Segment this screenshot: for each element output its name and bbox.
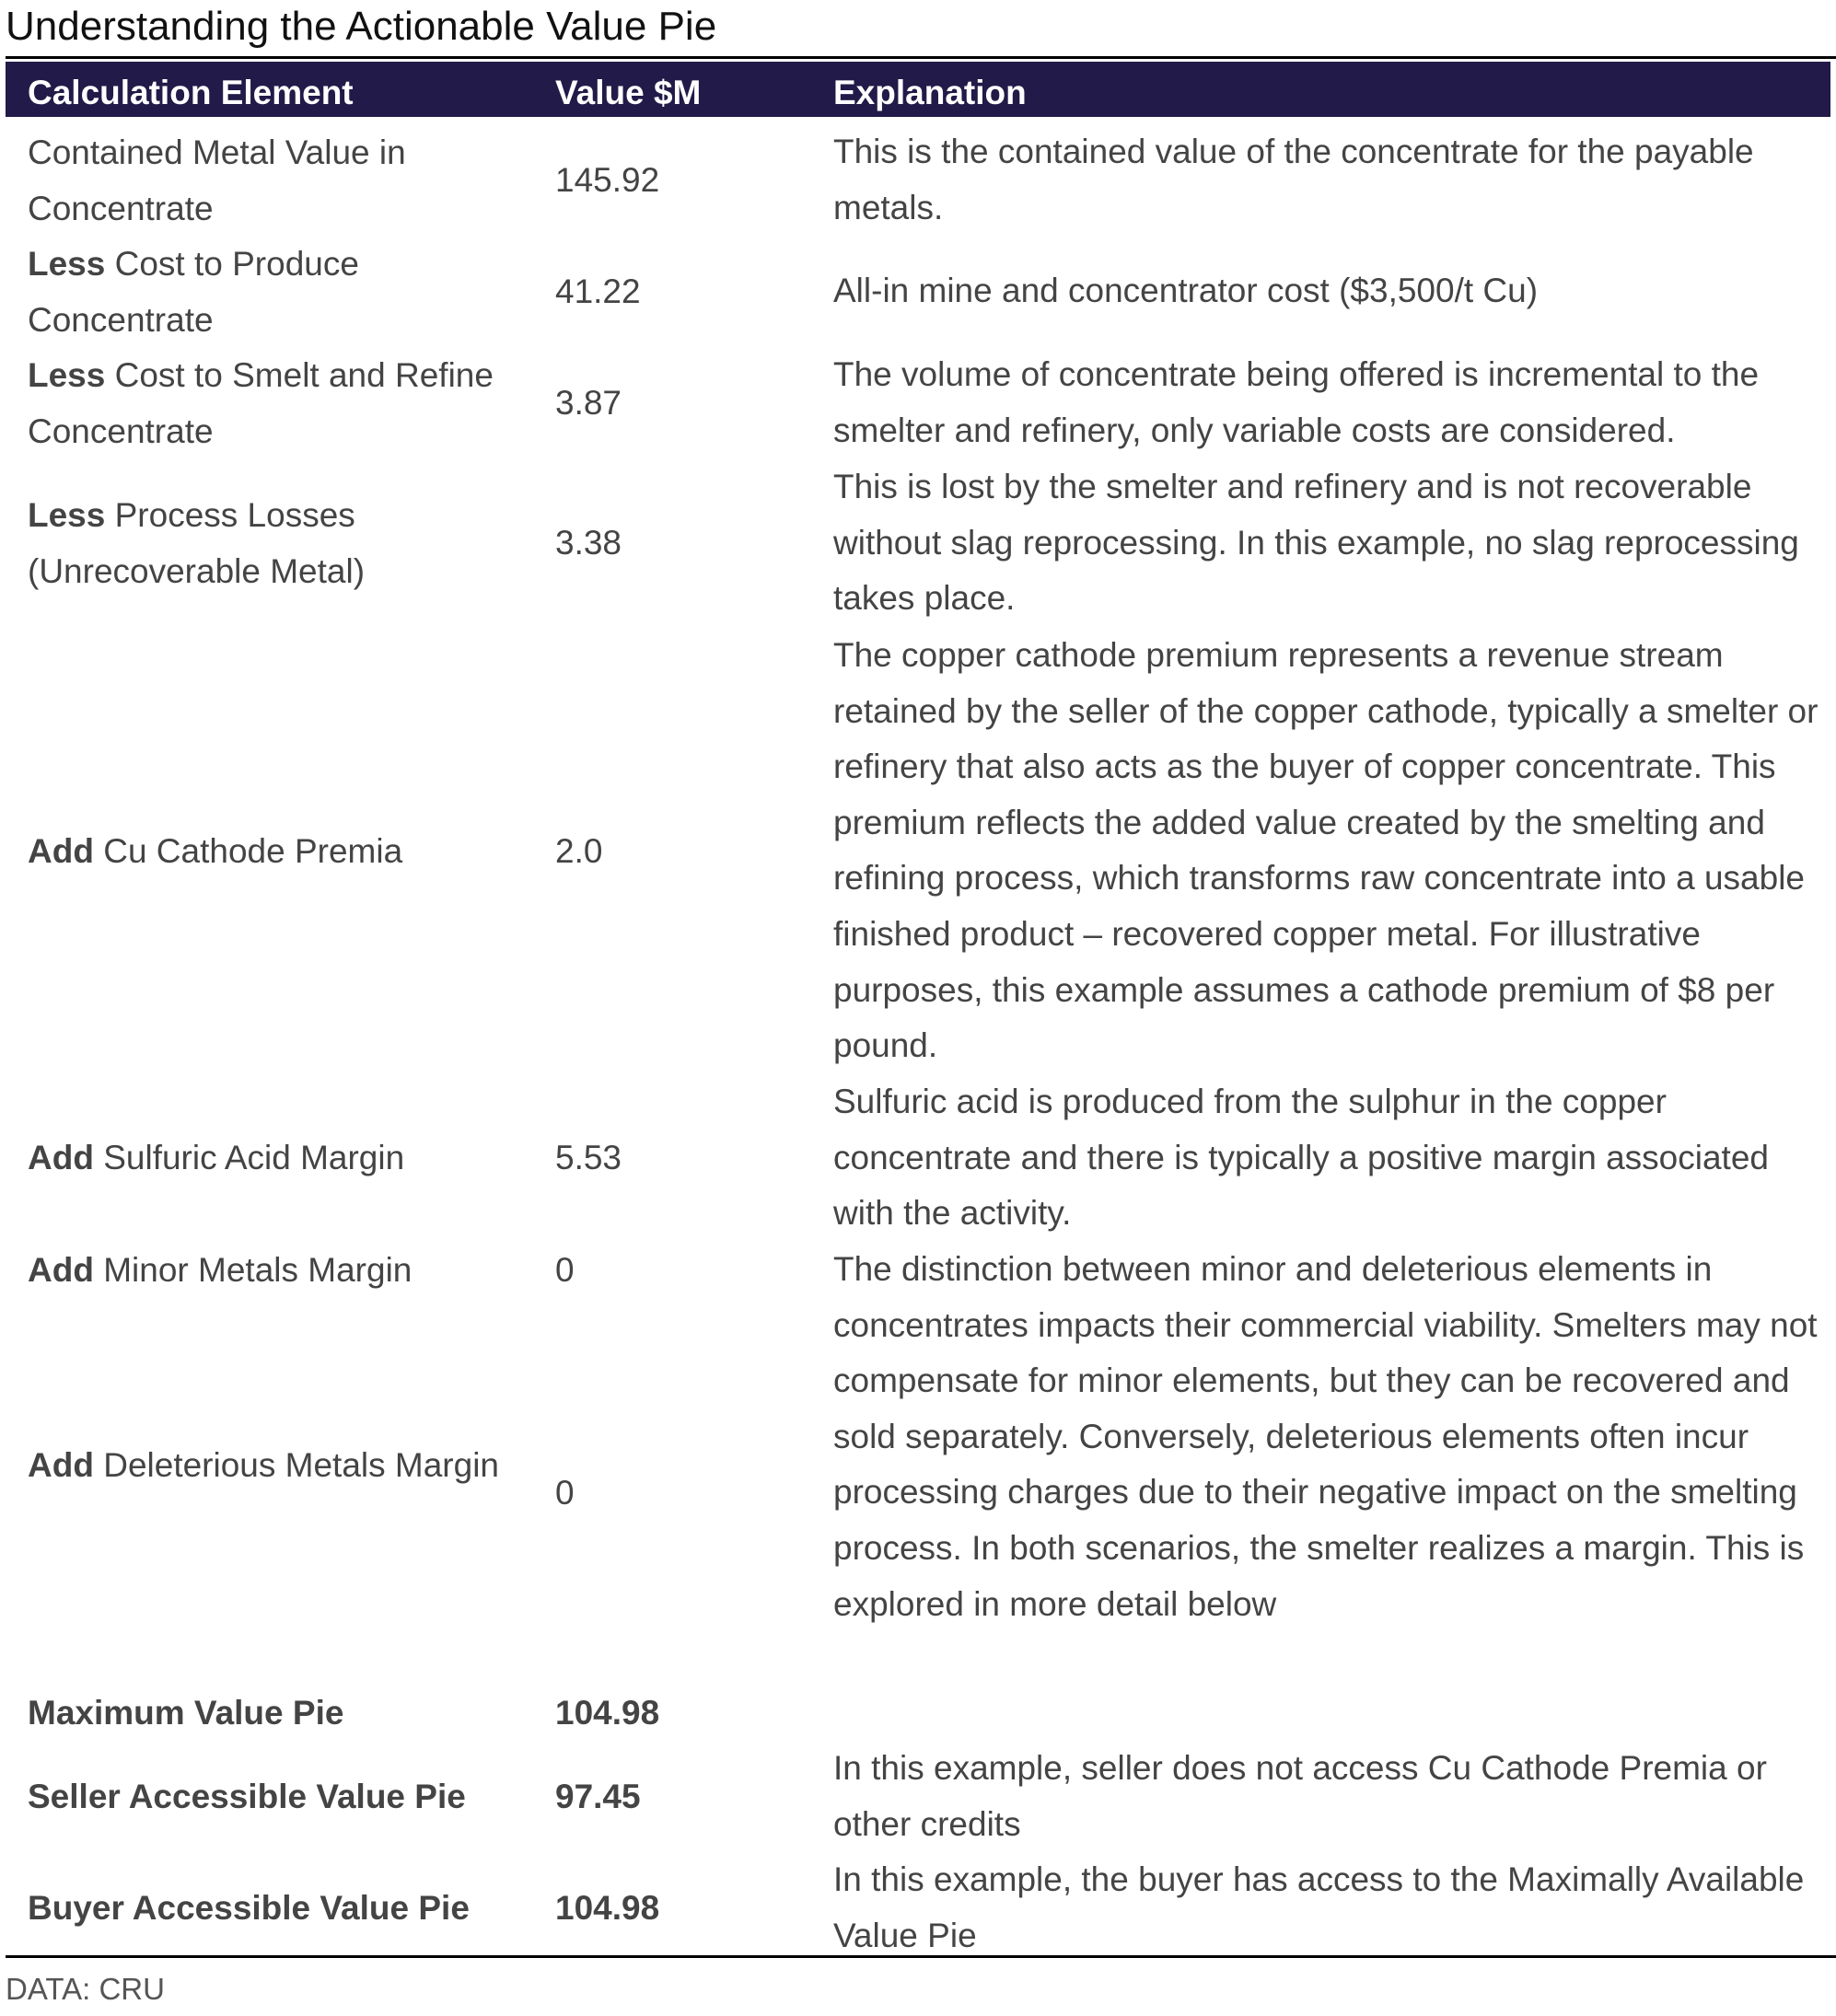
row-value: 0 — [555, 1251, 575, 1289]
row-explanation: The volume of concentrate being offered is incremental to the smelter and refinery, only variable costs are considered. — [833, 355, 1760, 449]
row-explanation: In this example, the buyer has access to the Maximally Available Value Pie — [833, 1860, 1805, 1954]
row-value: 5.53 — [555, 1139, 622, 1176]
row-label: Add Sulfuric Acid Margin — [28, 1139, 405, 1176]
row-value: 41.22 — [555, 272, 641, 310]
row-label: Less Cost to Produce Concentrate — [28, 245, 359, 339]
row-label: Less Process Losses (Unrecoverable Metal) — [28, 496, 366, 590]
row-explanation: In this example, seller does not access Cu Cathode Premia or other credits — [833, 1749, 1767, 1843]
header-calculation-element: Calculation Element — [28, 74, 354, 111]
row-value: 3.38 — [555, 524, 622, 562]
row-label: Less Cost to Smelt and Refine Concentrate — [28, 356, 494, 450]
title-divider — [6, 56, 1836, 59]
row-value: 104.98 — [555, 1694, 660, 1732]
row-label: Add Cu Cathode Premia — [28, 832, 403, 870]
row-label: Contained Metal Value in Concentrate — [28, 133, 406, 227]
row-explanation: Sulfuric acid is produced from the sulphur in the copper concentrate and there is typically a positive margin associated with the activity. — [833, 1083, 1769, 1233]
row-value: 2.0 — [555, 832, 603, 870]
page-title: Understanding the Actionable Value Pie — [6, 4, 717, 49]
source-note: DATA: CRU — [6, 1972, 165, 2006]
table-row — [0, 628, 1836, 1074]
table-row — [0, 459, 1836, 627]
header-value: Value $M — [555, 74, 702, 111]
row-explanation: The copper cathode premium represents a revenue stream retained by the seller of the copper cathode, typically a smelter or refinery that also acts as the buyer of copper concentrate. This premium reflects the added value created by the smelting and refining process, which transforms raw concentrate into a usable finished product – recovered copper metal. For illustrative purposes, this example assumes a cathode premium of $8 per pound. — [833, 636, 1819, 1065]
table-bottom-divider — [6, 1955, 1836, 1958]
row-label: Seller Accessible Value Pie — [28, 1778, 466, 1815]
table-row — [0, 1685, 1836, 1741]
row-explanation: This is the contained value of the concentrate for the payable metals. — [833, 133, 1754, 226]
row-value: 104.98 — [555, 1889, 660, 1927]
row-label: Add Minor Metals Margin — [28, 1251, 413, 1289]
table-row — [0, 347, 1836, 459]
table-row — [0, 124, 1836, 237]
table-row — [0, 236, 1836, 348]
row-label: Maximum Value Pie — [28, 1694, 344, 1732]
row-explanation: This is lost by the smelter and refinery and is not recoverable without slag reprocessing. In this example, no slag reprocessing takes place. — [833, 468, 1799, 618]
row-value: 97.45 — [555, 1778, 641, 1815]
table-row — [0, 1242, 1836, 1688]
row-value: 145.92 — [555, 161, 660, 199]
row-label: Add Deleterious Metals Margin — [28, 1446, 499, 1484]
row-explanation: The distinction between minor and deleterious elements in concentrates impacts their commercial viability. Smelters may not compensate for minor elements, but they can be recovered and sold separately. Conversely, deleterious elements often incur processing charges due to their negative impact on the smelting process. In both scenarios, the smelter realizes a margin. This is explored in more detail below — [833, 1250, 1818, 1623]
header-explanation: Explanation — [833, 74, 1027, 111]
table-header — [6, 62, 1830, 117]
row-label: Buyer Accessible Value Pie — [28, 1889, 470, 1927]
table-row — [0, 1852, 1836, 1964]
table-row — [0, 1074, 1836, 1242]
row-explanation: All-in mine and concentrator cost ($3,500/t Cu) — [833, 272, 1539, 309]
row-value: 0 — [555, 1474, 575, 1512]
table-row — [0, 1741, 1836, 1853]
row-value: 3.87 — [555, 384, 622, 422]
